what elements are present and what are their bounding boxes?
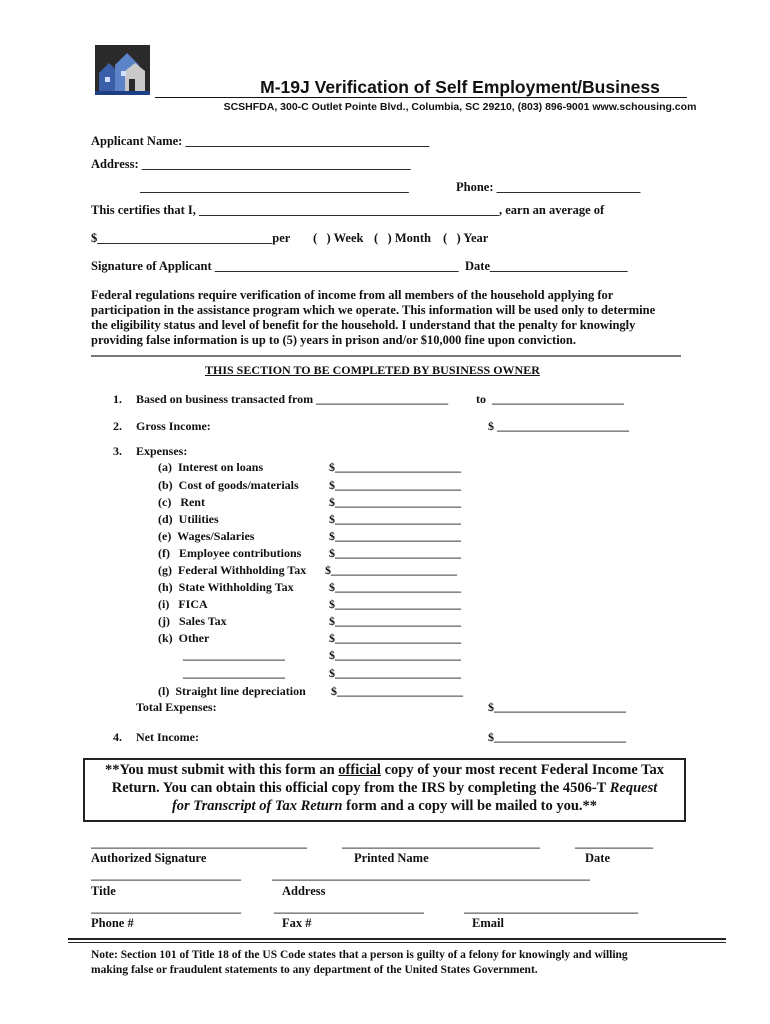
phone-line[interactable]: _________________________ [91,901,241,915]
applicant-name-field[interactable]: Applicant Name: _______________________________________ [91,134,430,148]
applicant-date-field[interactable]: Date______________________ [465,259,628,273]
certifies-line[interactable]: This certifies that I, ________________________________________________, earn an average of [91,203,605,217]
expense-amount-field[interactable]: $_____________________ [329,529,461,543]
date-label: Date [585,851,610,865]
title-line[interactable]: _________________________ [91,868,241,882]
notice-text: Return. You can obtain this official copy from the IRS by completing the 4506-T [111,780,610,796]
expense-label: (f) Employee contributions [158,546,302,560]
notice-form-name: for Transcript of Tax Return [171,798,343,814]
expense-amount-field[interactable]: $_____________________ [329,648,461,662]
expense-label: (l) Straight line depreciation [158,684,306,698]
form-subtitle: SCSHFDA, 300-C Outlet Pointe Blvd., Columbia, SC 29210, (803) 896-9001 www.schousing.com [223,101,697,113]
expense-label: (g) Federal Withholding Tax [158,563,307,577]
notice-official-word: official [338,762,381,778]
expense-amount-field[interactable]: $_____________________ [331,684,463,698]
fax-line[interactable]: _________________________ [274,901,424,915]
expense-amount-field[interactable]: $_____________________ [329,460,461,474]
disclaimer-line: the eligibility status and level of benefit for the household. I understand that the penalty for knowingly [91,318,636,332]
legal-note-line: making false or fraudulent statements to any department of the United States Government. [91,964,538,976]
phone-label: Phone # [91,916,134,930]
schousing-logo [95,45,150,95]
notice-text: copy of your most recent Federal Income Tax [380,762,664,778]
notice-text: **You must submit with this form an [105,762,339,778]
printed-name-label: Printed Name [354,851,429,865]
gross-income-field[interactable]: $ ______________________ [488,419,629,433]
notice-text: form and a copy will be mailed to you.** [342,798,598,814]
disclaimer-line: participation in the assistance program which we operate. This information will be used only to determine [91,303,656,317]
item-3-number: 3. [113,444,122,458]
phone-field[interactable]: Phone: _______________________ [456,180,641,194]
expense-amount-field[interactable]: $_____________________ [329,614,461,628]
average-amount-field[interactable]: $____________________________per [91,231,291,245]
expense-label: (c) Rent [158,495,205,509]
disclaimer-line: Federal regulations require verification of income from all members of the household applying for [91,288,614,302]
disclaimer-paragraph [91,288,655,348]
expense-amount-field[interactable]: $_____________________ [329,666,461,680]
business-period-from-field[interactable]: Based on business transacted from ______________________ [136,392,449,406]
expense-label: (d) Utilities [158,512,219,526]
expense-amount-field[interactable]: $_____________________ [325,563,457,577]
item-2-number: 2. [113,419,122,433]
period-year-option[interactable]: ( ) Year [443,231,489,245]
expense-amount-field[interactable]: $_____________________ [329,631,461,645]
address-field[interactable]: Address: ___________________________________________ [91,157,411,171]
business-period-to-field[interactable]: to ______________________ [476,392,624,406]
expense-label: (j) Sales Tax [158,614,227,628]
section-heading: THIS SECTION TO BE COMPLETED BY BUSINESS OWNER [205,363,540,377]
authorized-signature-label: Authorized Signature [91,851,207,865]
footer-rule [68,942,726,943]
title-label: Title [91,884,116,898]
net-income-field[interactable]: $______________________ [488,730,626,744]
expenses-label: Expenses: [136,444,188,458]
expense-label: (h) State Withholding Tax [158,580,294,594]
expense-amount-field[interactable]: $_____________________ [329,512,461,526]
irs-notice [83,761,686,815]
expense-label: (i) FICA [158,597,208,611]
authorized-signature-line[interactable]: ____________________________________ [91,836,307,850]
item-4-number: 4. [113,730,122,744]
expense-amount-field[interactable]: $_____________________ [329,546,461,560]
expense-amount-field[interactable]: $_____________________ [329,478,461,492]
footer-rule [68,938,726,940]
notice-line-1 [83,761,686,779]
expense-label[interactable]: _________________ [183,648,285,662]
signature-date-line[interactable]: _____________ [575,836,653,850]
expense-label: (k) Other [158,631,210,645]
expense-label[interactable]: _________________ [183,666,285,680]
notice-line-3 [83,797,686,815]
net-income-label: Net Income: [136,730,199,744]
legal-note [91,948,628,978]
notice-line-2 [83,779,686,797]
section-divider [91,355,681,357]
title-underline [155,97,687,98]
email-label: Email [472,916,504,930]
fax-label: Fax # [282,916,312,930]
address-line2-field[interactable]: ___________________________________________ [140,180,409,194]
form-title: M-19J Verification of Self Employment/Business [260,77,660,97]
period-month-option[interactable]: ( ) Month [374,231,431,245]
address-label: Address [282,884,326,898]
total-expenses-label: Total Expenses: [136,700,217,714]
expense-label: (b) Cost of goods/materials [158,478,299,492]
expense-amount-field[interactable]: $_____________________ [329,597,461,611]
total-expenses-field[interactable]: $______________________ [488,700,626,714]
item-1-number: 1. [113,392,122,406]
address-line[interactable]: _____________________________________________________ [272,868,590,882]
gross-income-label: Gross Income: [136,419,211,433]
applicant-signature-field[interactable]: Signature of Applicant _______________________________________ [91,259,459,273]
expense-amount-field[interactable]: $_____________________ [329,495,461,509]
printed-name-line[interactable]: _________________________________ [342,836,540,850]
email-line[interactable]: _____________________________ [464,901,638,915]
expense-amount-field[interactable]: $_____________________ [329,580,461,594]
expense-label: (a) Interest on loans [158,460,264,474]
expense-label: (e) Wages/Salaries [158,529,255,543]
period-week-option[interactable]: ( ) Week [313,231,364,245]
notice-request-word: Request [609,780,658,796]
disclaimer-line: providing false information is up to (5) years in prison and/or $10,000 fine upon conviction. [91,333,577,347]
legal-note-line: Note: Section 101 of Title 18 of the US Code states that a person is guilty of a felony for knowingly and willing [91,949,628,961]
